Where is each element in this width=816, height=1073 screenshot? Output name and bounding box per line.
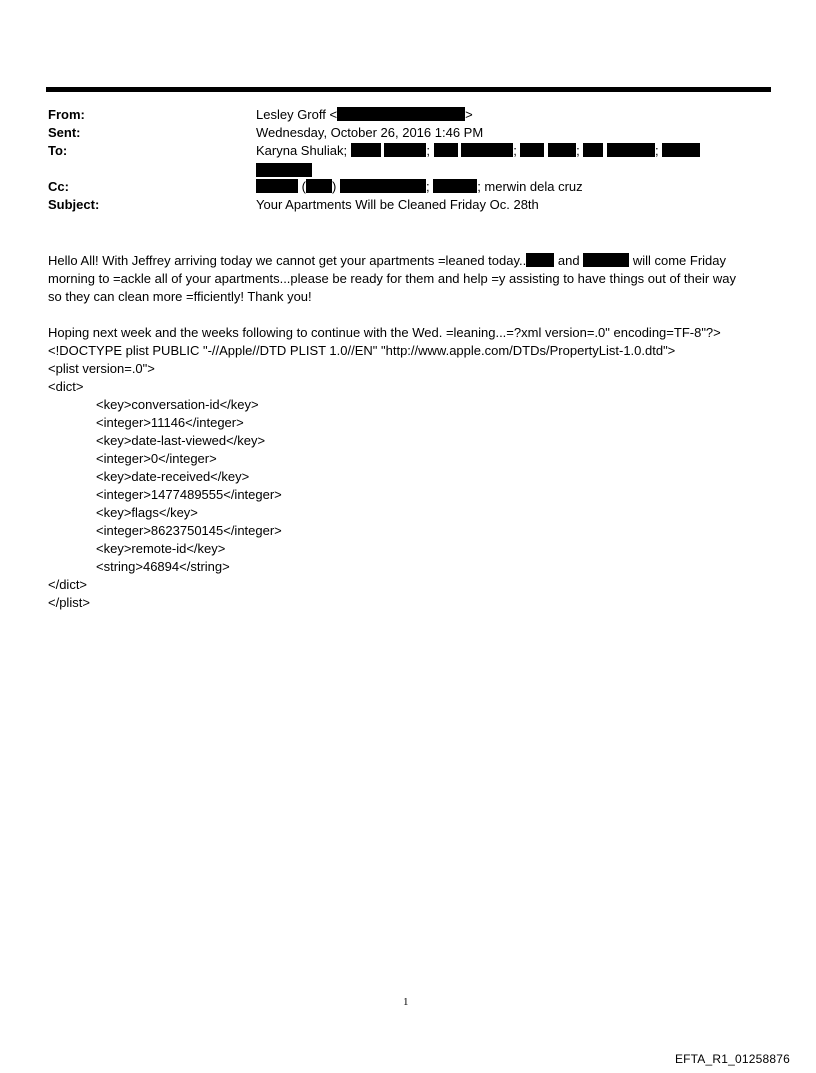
paren-close: )	[331, 179, 337, 194]
redaction-block	[583, 253, 629, 267]
to-first-recipient: Karyna Shuliak;	[256, 143, 348, 158]
plist-line: <dict>	[48, 379, 84, 394]
plist-line: <integer>11146</integer>	[96, 415, 244, 430]
from-close: >	[465, 107, 473, 122]
cc-value	[256, 178, 583, 196]
plist-line: <key>conversation-id</key>	[96, 397, 259, 412]
redaction-block	[461, 143, 513, 157]
body-line: so they can clean more =fficiently! Thank you!	[48, 289, 312, 304]
to-label: To:	[48, 143, 68, 158]
plist-line: <key>date-last-viewed</key>	[96, 433, 266, 448]
body-paragraph-2: Hoping next week and the weeks following to continue with the Wed. =leaning...=?xml version=.0" encoding=TF-8"?>	[48, 325, 721, 340]
plist-line: <string>46894</string>	[96, 559, 230, 574]
redaction-block	[607, 143, 655, 157]
redaction-block	[583, 143, 603, 157]
plist-line: <integer>1477489555</integer>	[96, 487, 282, 502]
separator: ;	[425, 179, 430, 194]
bates-number: EFTA_R1_01258876	[674, 1052, 790, 1066]
plist-line: <key>date-received</key>	[96, 469, 250, 484]
plist-line: <integer>8623750145</integer>	[96, 523, 282, 538]
body-line: morning to =ackle all of your apartments...please be ready for them and help =y assisting to have things out of their way	[48, 271, 736, 286]
sent-value: Wednesday, October 26, 2016 1:46 PM	[256, 125, 484, 140]
redaction-block	[340, 179, 426, 193]
separator: ;	[654, 143, 659, 158]
plist-line: </dict>	[48, 577, 88, 592]
sent-label: Sent:	[48, 125, 81, 140]
header-divider	[46, 87, 771, 92]
paren-open: (	[301, 179, 306, 194]
redaction-block	[434, 143, 458, 157]
redaction-block	[548, 143, 576, 157]
cc-tail: ; merwin dela cruz	[477, 179, 583, 194]
body-text-segment: and	[557, 253, 580, 268]
redaction-block	[256, 163, 312, 177]
redaction-block	[433, 179, 477, 193]
plist-line: </plist>	[48, 595, 90, 610]
subject-value: Your Apartments Will be Cleaned Friday Oc. 28th	[256, 197, 539, 212]
body-text-segment: Hello All! With Jeffrey arriving today we cannot get your apartments =leaned today..	[48, 253, 527, 268]
redaction-block	[520, 143, 544, 157]
plist-line: <key>remote-id</key>	[96, 541, 226, 556]
plist-line: <!DOCTYPE plist PUBLIC "-//Apple//DTD PLIST 1.0//EN" "http://www.apple.com/DTDs/PropertyList-1.0.dtd">	[48, 343, 676, 358]
from-label: From:	[48, 107, 85, 122]
separator: ;	[513, 143, 517, 158]
subject-label: Subject:	[48, 197, 100, 212]
redaction-block	[526, 253, 554, 267]
to-value	[256, 142, 700, 160]
redaction-block	[337, 107, 465, 121]
from-name: Lesley Groff <	[256, 107, 338, 122]
page-number: 1	[403, 996, 409, 1008]
separator: ;	[576, 143, 580, 158]
separator: ;	[426, 143, 430, 158]
redaction-block	[662, 143, 700, 157]
plist-line: <plist version=.0">	[48, 361, 155, 376]
body-text-segment: will come Friday	[632, 253, 727, 268]
cc-label: Cc:	[48, 179, 69, 194]
redaction-block	[384, 143, 426, 157]
from-value	[256, 106, 473, 124]
redaction-block	[256, 179, 298, 193]
plist-line: <integer>0</integer>	[96, 451, 217, 466]
body-line	[48, 252, 773, 270]
redaction-block	[306, 179, 332, 193]
plist-line: <key>flags</key>	[96, 505, 198, 520]
body-paragraph-1	[48, 252, 773, 306]
redaction-block	[351, 143, 381, 157]
